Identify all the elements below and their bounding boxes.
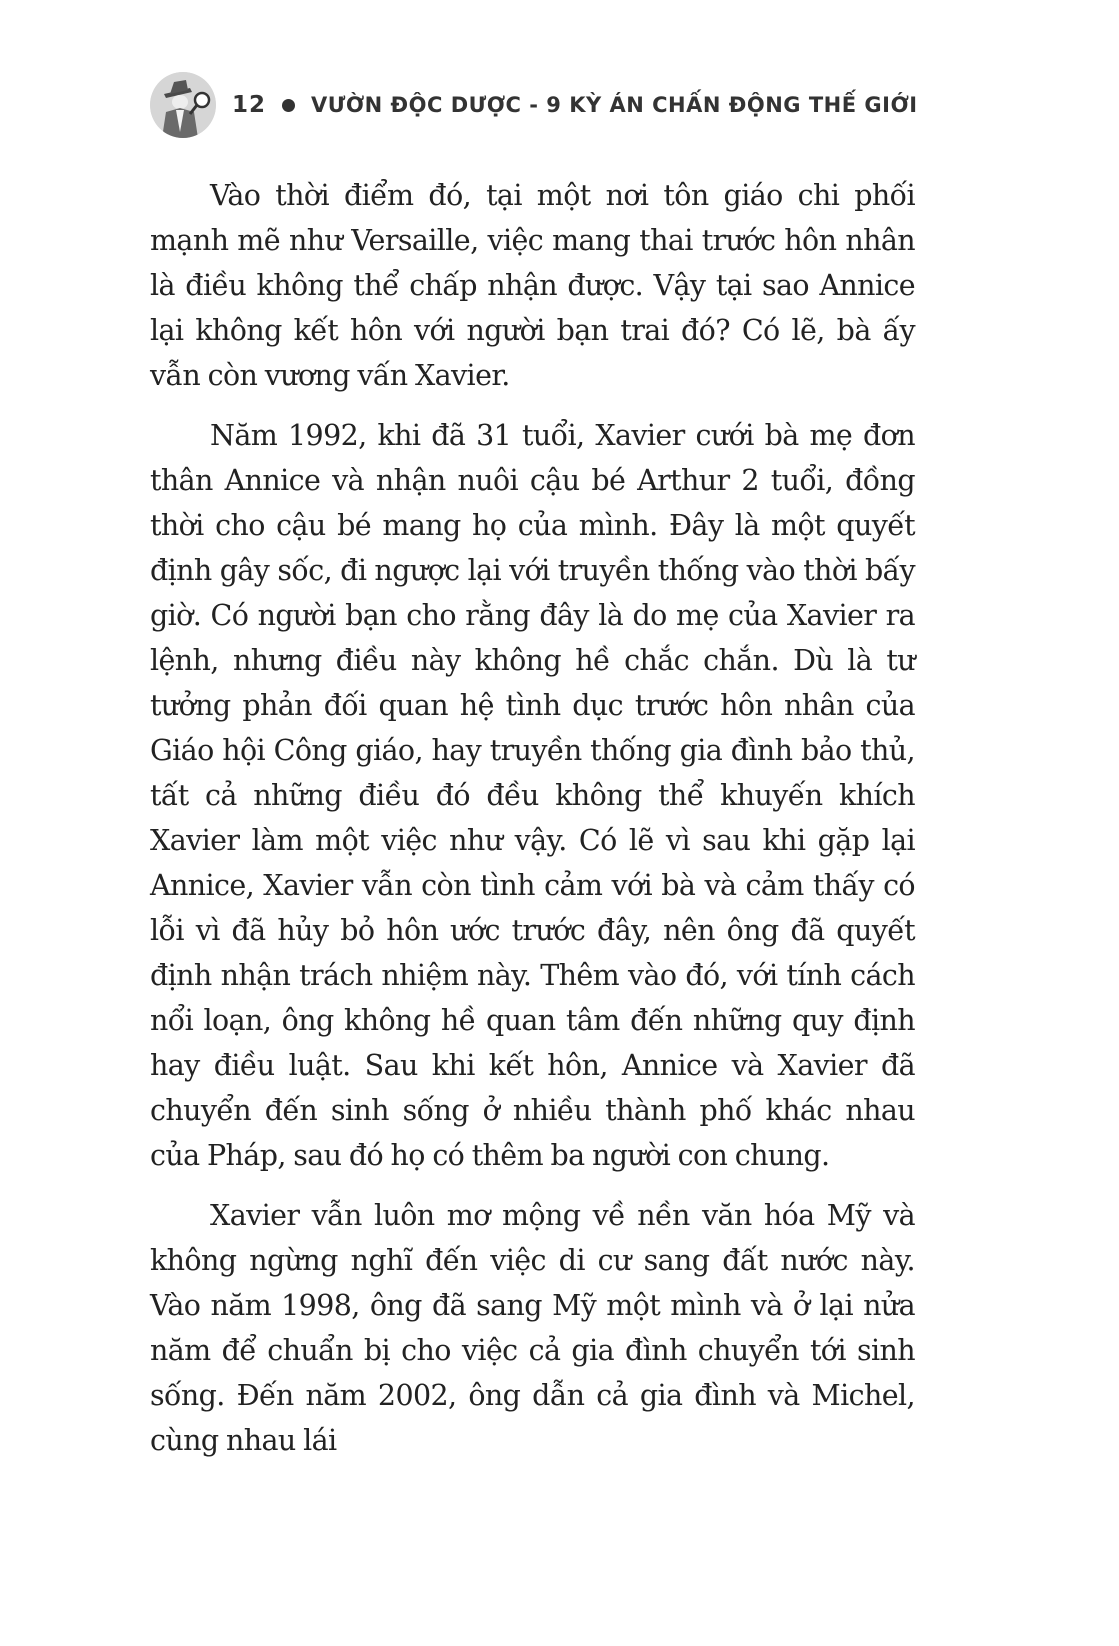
paragraph-2: Năm 1992, khi đã 31 tuổi, Xavier cưới bà mẹ đơn thân Annice và nhận nuôi cậu bé Arthur 2 tuổi, đồng thời cho cậu bé mang họ của mình. Đây là một quyết định gây sốc, đi ngược lại với truyền thống vào thời bấy giờ. Có người bạn cho rằng đây là do mẹ của Xavier ra lệnh, nhưng điều này không hề chắc chắn. Dù là tư tưởng phản đối quan hệ tình dục trước hôn nhân của Giáo hội Công giáo, hay truyền thống gia đình bảo thủ, tất cả những điều đó đều không thể khuyến khích Xavier làm một việc như vậy. Có lẽ vì sau khi gặp lại Annice, Xavier vẫn còn tình cảm với bà và cảm thấy có lỗi vì đã hủy bỏ hôn ước trước đây, nên ông đã quyết định nhận trách nhiệm này. Thêm vào đó, với tính cách nổi loạn, ông không hề quan tâm đến những quy định hay điều luật. Sau khi kết hôn, Annice và Xavier đã chuyển đến sinh sống ở nhiều thành phố khác nhau của Pháp, sau đó họ có thêm ba người con chung.	[150, 419, 915, 1172]
header-bullet-separator	[282, 99, 295, 112]
paragraph-3: Xavier vẫn luôn mơ mộng về nền văn hóa Mỹ và không ngừng nghĩ đến việc di cư sang đất nước này. Vào năm 1998, ông đã sang Mỹ một mình và ở lại nửa năm để chuẩn bị cho việc cả gia đình chuyển tới sinh sống. Đến năm 2002, ông dẫn cả gia đình và Michel, cùng nhau lái	[150, 1199, 915, 1457]
paragraph-1: Vào thời điểm đó, tại một nơi tôn giáo chi phối mạnh mẽ như Versaille, việc mang thai trước hôn nhân là điều không thể chấp nhận được. Vậy tại sao Annice lại không kết hôn với người bạn trai đó? Có lẽ, bà ấy vẫn còn vương vấn Xavier.	[150, 179, 915, 392]
book-title: VƯỜN ĐỘC DƯỢC - 9 KỲ ÁN CHẤN ĐỘNG THẾ GIỚI	[311, 93, 918, 117]
page-header	[150, 72, 918, 138]
page-number: 12	[232, 92, 267, 118]
detective-magnifier-icon	[150, 72, 216, 138]
page-body	[150, 173, 915, 1478]
